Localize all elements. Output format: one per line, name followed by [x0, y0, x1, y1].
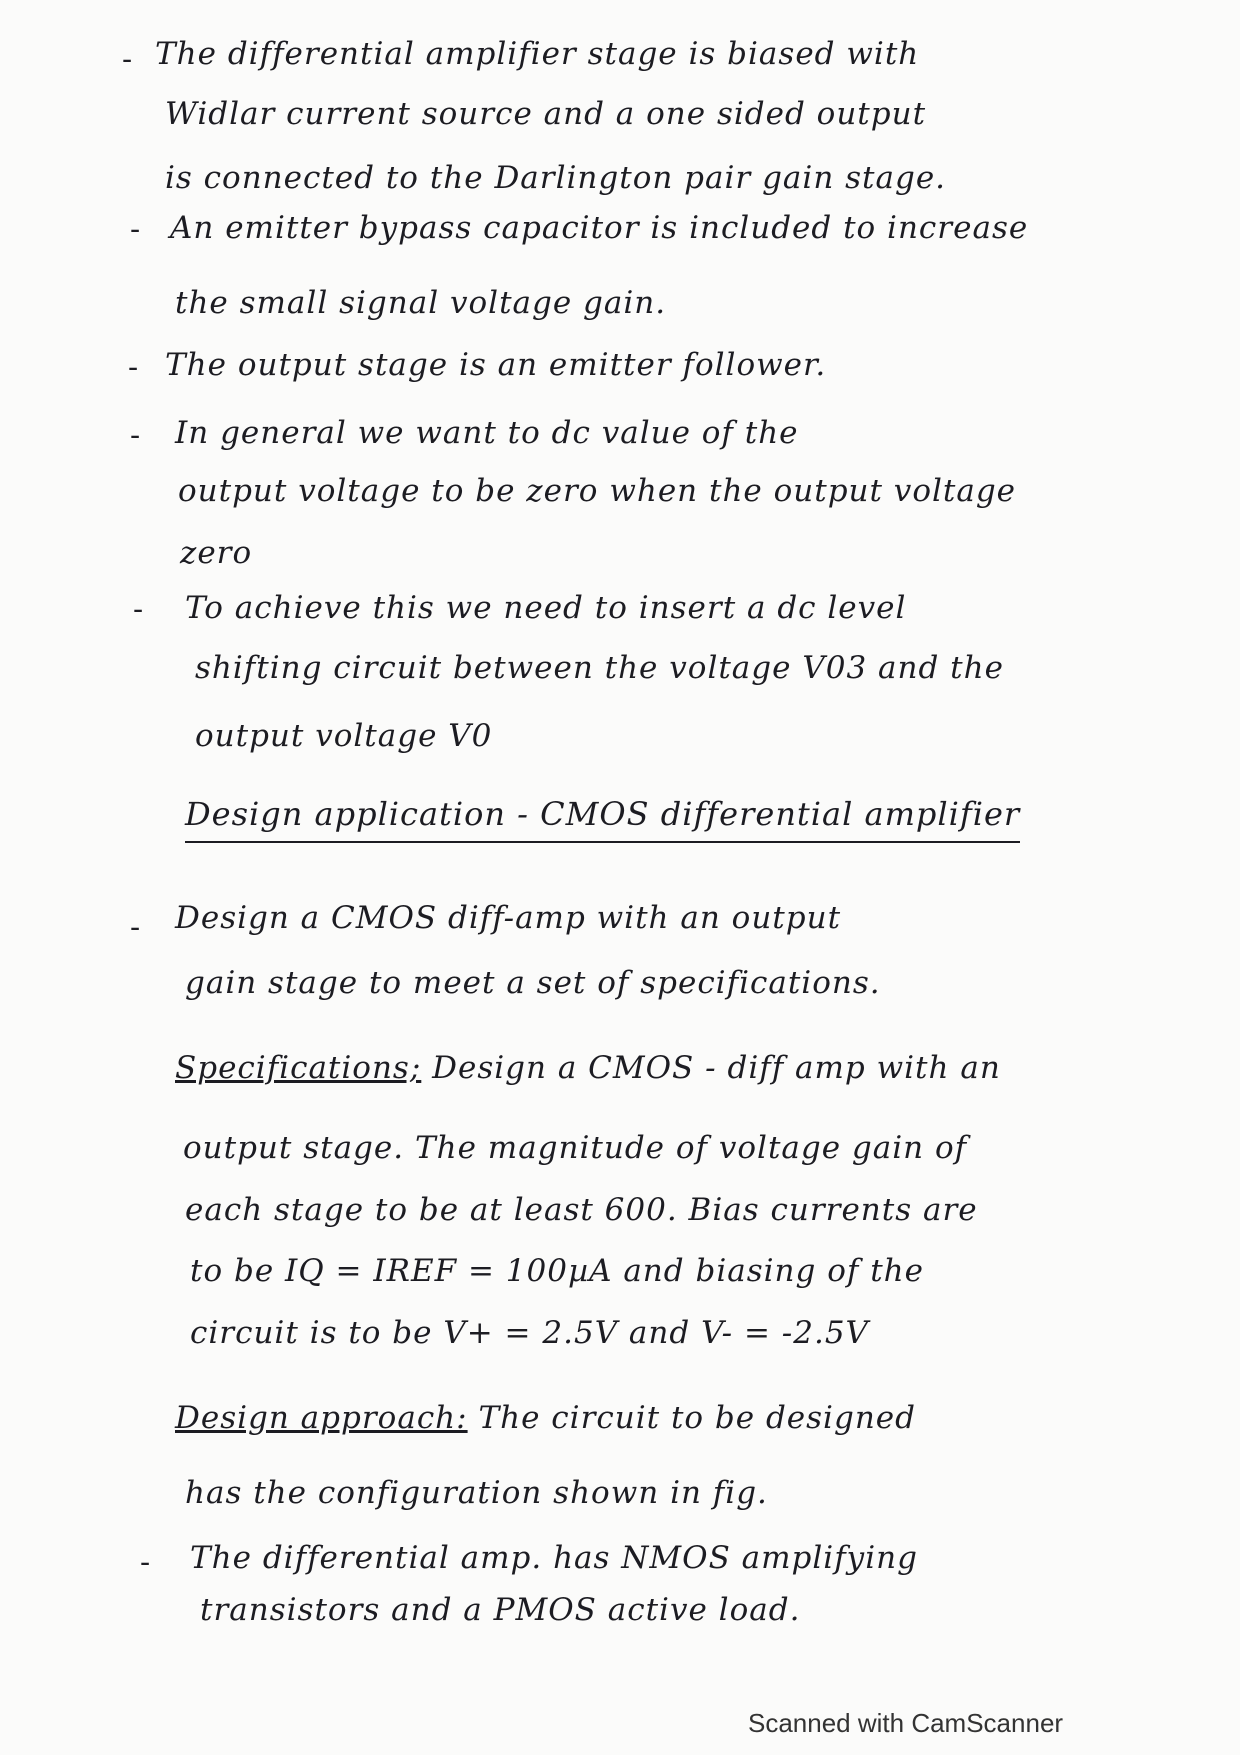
scanner-watermark: Scanned with CamScanner	[748, 1708, 1064, 1738]
note-line: output voltage to be zero when the output voltage	[178, 473, 1017, 509]
bullet: -	[133, 592, 144, 627]
spec-text: Design a CMOS - diff amp with an	[432, 1050, 1001, 1086]
spec-line: output stage. The magnitude of voltage gain of	[183, 1130, 968, 1166]
bullet: -	[140, 1545, 151, 1580]
spec-line: each stage to be at least 600. Bias currents are	[185, 1192, 978, 1228]
note-line: In general we want to dc value of the	[175, 415, 799, 451]
bullet: -	[122, 42, 133, 77]
note-line: shifting circuit between the voltage V03 and the	[195, 650, 1004, 686]
approach-label: Design approach:	[175, 1400, 468, 1436]
note-line: Widlar current source and a one sided output	[165, 96, 927, 132]
note-line: An emitter bypass capacitor is included to increase	[170, 210, 1029, 246]
bullet: -	[128, 350, 139, 385]
note-line: the small signal voltage gain.	[175, 285, 667, 321]
note-line: gain stage to meet a set of specifications.	[185, 965, 881, 1001]
approach-text: The circuit to be designed	[478, 1400, 916, 1436]
note-line: Design a CMOS diff-amp with an output	[175, 900, 842, 936]
approach-line: transistors and a PMOS active load.	[200, 1592, 801, 1628]
spec-line	[175, 1050, 1001, 1086]
note-line: The output stage is an emitter follower.	[165, 347, 827, 383]
note-line: output voltage V0	[195, 718, 493, 754]
spec-label: Specifications;	[175, 1050, 422, 1086]
note-line: zero	[180, 535, 253, 571]
bullet: -	[130, 418, 141, 453]
bullet: -	[130, 212, 141, 247]
approach-line	[175, 1400, 916, 1436]
spec-line: to be IQ = IREF = 100µA and biasing of the	[190, 1253, 924, 1289]
approach-line: The differential amp. has NMOS amplifying	[190, 1540, 918, 1576]
bullet: -	[130, 910, 141, 945]
note-line: To achieve this we need to insert a dc level	[185, 590, 907, 626]
approach-line: has the configuration shown in fig.	[185, 1475, 768, 1511]
note-line: is connected to the Darlington pair gain stage.	[165, 160, 947, 196]
note-line: The differential amplifier stage is biased with	[155, 36, 920, 72]
spec-line: circuit is to be V+ = 2.5V and V- = -2.5V	[190, 1315, 869, 1351]
section-heading: Design application - CMOS differential amplifier	[185, 795, 1020, 843]
